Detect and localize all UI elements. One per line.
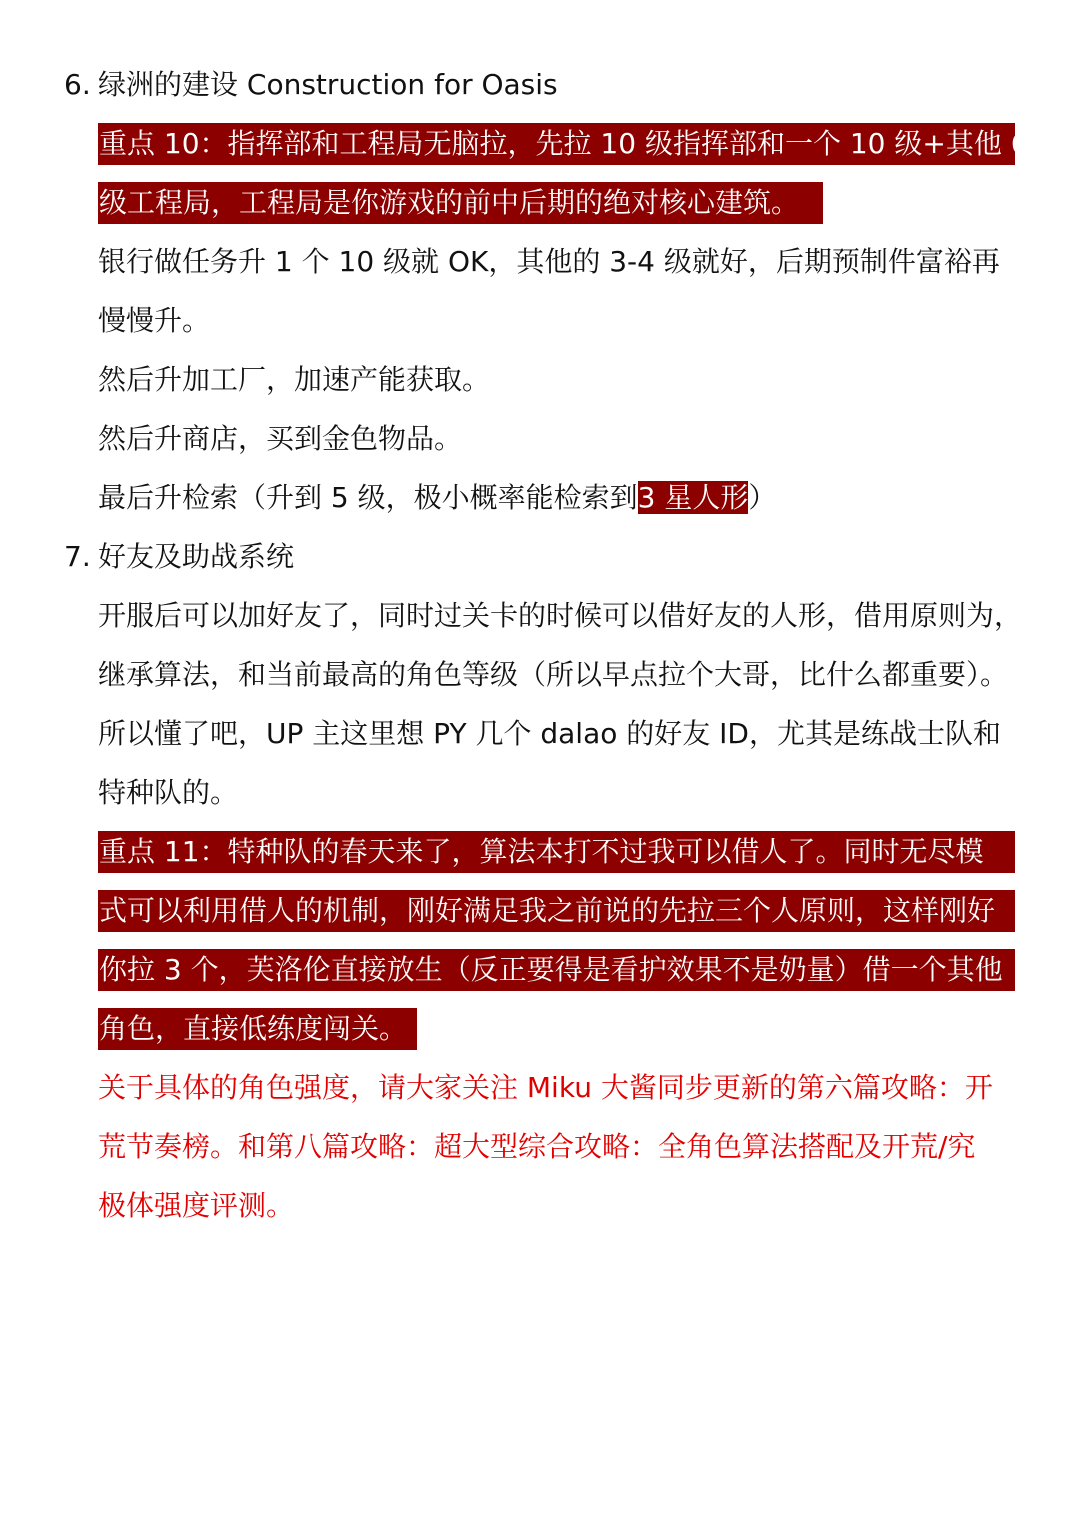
search-paragraph-close: ）	[748, 481, 777, 514]
bank-paragraph-line-1: 银行做任务升 1 个 10 级就 OK，其他的 3-4 级就好，后期预制件富裕再	[98, 245, 1000, 278]
section-7-title: 好友及助战系统	[98, 540, 295, 573]
red-note-line-3: 极体强度评测。	[98, 1189, 295, 1222]
section-6-number: 6.	[64, 68, 91, 101]
bank-paragraph-line-2: 慢慢升。	[98, 304, 211, 337]
key-point-11-line-2: 式可以利用借人的机制，刚好满足我之前说的先拉三个人原则，这样刚好	[98, 890, 1015, 932]
factory-paragraph: 然后升加工厂，加速产能获取。	[98, 363, 491, 396]
key-point-10-line-1: 重点 10：指挥部和工程局无脑拉，先拉 10 级指挥部和一个 10 级+其他 6	[98, 123, 1015, 165]
search-paragraph-text: 最后升检索（升到 5 级，极小概率能检索到	[98, 481, 638, 514]
red-note-line-1: 关于具体的角色强度，请大家关注 Miku 大酱同步更新的第六篇攻略：开	[98, 1071, 993, 1104]
key-point-11-line-4: 角色，直接低练度闯关。	[98, 1008, 417, 1050]
search-paragraph	[98, 477, 776, 519]
section-6-title: 绿洲的建设 Construction for Oasis	[98, 68, 558, 101]
section-7-number: 7.	[64, 540, 91, 573]
key-point-11-line-1: 重点 11：特种队的春天来了，算法本打不过我可以借人了。同时无尽模	[98, 831, 1015, 873]
key-point-11-line-3: 你拉 3 个，芙洛伦直接放生（反正要得是看护效果不是奶量）借一个其他	[98, 949, 1015, 991]
key-point-10-line-2: 级工程局，工程局是你游戏的前中后期的绝对核心建筑。	[98, 182, 823, 224]
three-star-doll-highlight: 3 星人形	[637, 481, 749, 514]
friends-paragraph-line-4: 特种队的。	[98, 776, 239, 809]
friends-paragraph-line-2: 继承算法，和当前最高的角色等级（所以早点拉个大哥，比什么都重要）。	[98, 658, 1009, 691]
shop-paragraph: 然后升商店，买到金色物品。	[98, 422, 463, 455]
friends-paragraph-line-3: 所以懂了吧，UP 主这里想 PY 几个 dalao 的好友 ID，尤其是练战士队和	[98, 717, 1001, 750]
red-note-line-2: 荒节奏榜。和第八篇攻略：超大型综合攻略：全角色算法搭配及开荒/究	[98, 1130, 976, 1163]
friends-paragraph-line-1: 开服后可以加好友了，同时过关卡的时候可以借好友的人形，借用原则为，	[98, 599, 1023, 632]
